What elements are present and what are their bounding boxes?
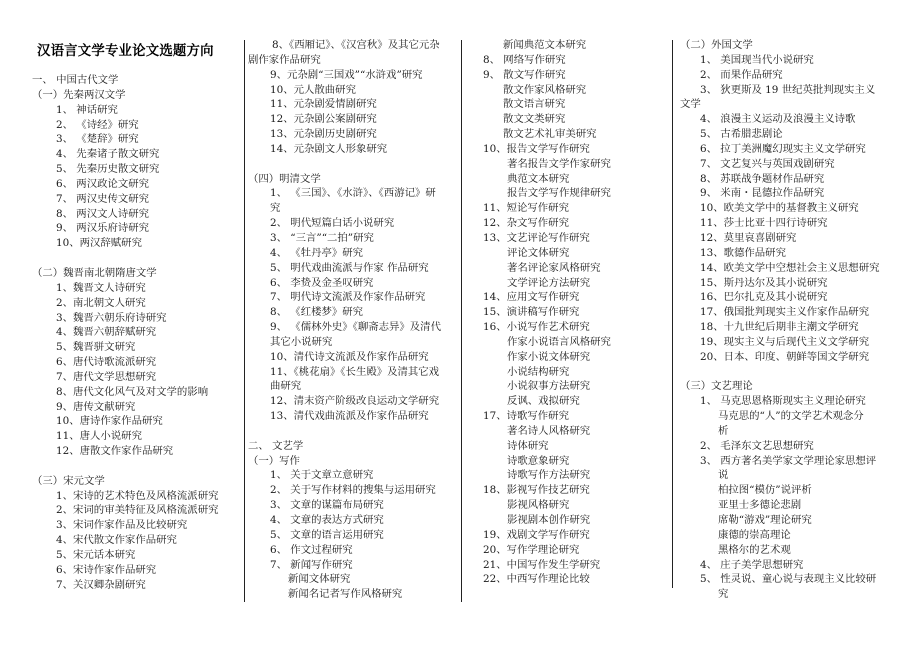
topic-line: 6、 两汉政论文研究 xyxy=(56,177,150,190)
topic-line: 二、 文艺学 xyxy=(248,439,304,452)
topic-line: 席勒“游戏”理论研究 xyxy=(718,514,812,526)
topic-line: 11、元杂剧爱情剧研究 xyxy=(270,98,377,111)
topic-line: 8、 《红楼梦》研究 xyxy=(270,306,364,319)
topic-line: 4、 《牡丹亭》研究 xyxy=(270,246,364,259)
column-ancient-literature xyxy=(32,73,218,593)
topic-line: 4、 先秦诸子散文研究 xyxy=(56,148,160,161)
topic-line: 19、现实主义与后现代主义文学研究 xyxy=(700,335,870,348)
topic-line: 9、元杂剧“三国戏”“水浒戏”研究 xyxy=(270,68,423,81)
topic-line: 剧作家作品研究 xyxy=(248,53,321,66)
topic-line: （二）魏晋南北朝隋唐文学 xyxy=(32,266,157,279)
topic-line: 13、歌德作品研究 xyxy=(700,246,786,259)
topic-line: 5、 性灵说、童心说与表现主义比较研 xyxy=(700,573,877,586)
topic-line: 11、《桃花扇》《长生殿》及清其它戏 xyxy=(270,365,440,378)
topic-line: 6、唐代诗歌流派研究 xyxy=(56,356,157,369)
blank-line xyxy=(680,365,879,380)
column-divider xyxy=(461,40,462,602)
topic-line: 诗歌写作方法研究 xyxy=(507,469,591,482)
topic-line: 新闻典范文本研究 xyxy=(503,39,587,51)
topic-line: 8、 网络写作研究 xyxy=(483,53,566,66)
topic-line: 4、 庄子美学思想研究 xyxy=(700,558,804,571)
topic-line: （四）明清文学 xyxy=(248,172,321,185)
blank-line xyxy=(248,424,441,439)
topic-line: 15、演讲稿写作研究 xyxy=(483,306,580,319)
column-ming-qing-and-writing xyxy=(248,38,441,602)
topic-line: 14、元杂剧文人形象研究 xyxy=(270,142,388,155)
topic-line: 5、 文章的语言运用研究 xyxy=(270,528,384,541)
topic-line: 新闻名记者写作风格研究 xyxy=(288,588,403,601)
topic-line: 6、 李贽及金圣叹研究 xyxy=(270,276,374,289)
topic-line: 诗体研究 xyxy=(507,439,549,452)
topic-line: （三）宋元文学 xyxy=(32,474,105,487)
topic-line: 究 xyxy=(718,588,729,601)
topic-line: 10、元人散曲研究 xyxy=(270,83,356,96)
topic-line: 8、唐代文化风气及对文学的影响 xyxy=(56,385,209,398)
topic-line: 3、 狄更斯及 19 世纪英批判现实主义 xyxy=(700,83,876,96)
topic-line: 7、关汉卿杂剧研究 xyxy=(56,578,146,591)
topic-line: （三）文艺理论 xyxy=(680,380,753,393)
topic-line: 散文语言研究 xyxy=(503,98,566,111)
topic-line: 著名评论家风格研究 xyxy=(507,261,601,274)
topic-line: （一）先秦两汉文学 xyxy=(32,88,126,101)
topic-line: 14、应用文写作研究 xyxy=(483,291,580,304)
topic-line: 散文作家风格研究 xyxy=(503,83,587,96)
topic-line: 11、莎士比亚十四行诗研究 xyxy=(700,217,828,230)
topic-line: 6、宋诗作家作品研究 xyxy=(56,563,157,576)
topic-line: 其它小说研究 xyxy=(270,335,333,348)
topic-line: 马克思的“人”的文学艺术观念分 xyxy=(718,410,864,423)
topic-line: 著名诗人风格研究 xyxy=(507,424,591,437)
topic-line: 17、俄国批判现实主义作家作品研究 xyxy=(700,306,870,319)
topic-line: 13、清代戏曲流派及作家作品研究 xyxy=(270,410,429,423)
topic-line: 5、 先秦历史散文研究 xyxy=(56,163,160,176)
topic-line: 1、 美国现当代小说研究 xyxy=(700,53,814,66)
topic-line: 8、 两汉文人诗研究 xyxy=(56,207,150,220)
topic-line: 18、十九世纪后期非主潮文学研究 xyxy=(700,321,859,334)
topic-line: 11、短论写作研究 xyxy=(483,202,569,215)
topic-line: 康德的崇高理论 xyxy=(718,528,791,541)
topic-line: 新闻文体研究 xyxy=(288,573,351,586)
topic-line: 5、 明代戏曲流派与作家 作品研究 xyxy=(270,261,429,274)
topic-line: 9、唐传文献研究 xyxy=(56,400,136,413)
topic-line: 3、 西方著名美学家文学理论家思想评 xyxy=(700,454,877,467)
topic-line: 3、 《楚辞》研究 xyxy=(56,133,139,146)
topic-line: 10、两汉辞赋研究 xyxy=(56,237,142,250)
topic-line: 9、 《儒林外史》《聊斋志异》及清代 xyxy=(270,321,441,334)
column-divider xyxy=(244,40,245,602)
topic-line: 析 xyxy=(718,424,729,437)
topic-line: 4、魏晋六朝辞赋研究 xyxy=(56,326,157,339)
topic-line: 22、中西写作理论比较 xyxy=(483,573,590,586)
topic-line: 7、 文艺复兴与英国戏剧研究 xyxy=(700,157,835,170)
topic-line: 1、 《三国》、《水浒》、《西游记》研 xyxy=(270,187,436,200)
topic-line: 12、杂文写作研究 xyxy=(483,217,569,230)
topic-line: 影视风格研究 xyxy=(507,499,570,512)
topic-line: 5、宋元话本研究 xyxy=(56,549,136,561)
column-foreign-literature-and-theory xyxy=(680,38,879,602)
topic-line: 2、 《诗经》研究 xyxy=(56,118,139,131)
topic-line: 2、 关于写作材料的搜集与运用研究 xyxy=(270,484,436,497)
blank-line xyxy=(248,157,441,172)
topic-line: 2、 明代短篇白话小说研究 xyxy=(270,217,395,230)
topic-line: 7、 新闻写作研究 xyxy=(270,558,353,571)
topic-line: 5、 古希腊悲剧论 xyxy=(700,128,783,141)
topic-line: 4、 浪漫主义运动及浪漫主义诗歌 xyxy=(700,113,856,126)
topic-line: 9、 米南・昆德拉作品研究 xyxy=(700,187,825,200)
topic-line: 12、唐散文作家作品研究 xyxy=(56,445,174,458)
document-title: 汉语言文学专业论文选题方向 xyxy=(37,44,214,59)
topic-line: 3、魏晋六朝乐府诗研究 xyxy=(56,311,167,324)
topic-line: 9、 散文写作研究 xyxy=(483,68,566,81)
topic-line: 作家小说语言风格研究 xyxy=(507,335,611,348)
blank-line xyxy=(32,251,218,266)
topic-line: 10、欧美文学中的基督教主义研究 xyxy=(700,202,859,215)
topic-line: 反讽、戏拟研究 xyxy=(507,395,580,408)
topic-line: 7、唐代文学思想研究 xyxy=(56,370,157,383)
topic-line: 14、欧美文学中空想社会主义思想研究 xyxy=(700,261,880,274)
topic-line: 文学 xyxy=(680,98,701,111)
topic-line: 2、 而果作品研究 xyxy=(700,68,783,81)
topic-line: 1、 马克思恩格斯现实主义理论研究 xyxy=(700,395,866,408)
topic-line: 13、元杂剧历史剧研究 xyxy=(270,128,377,141)
topic-line: 一、 中国古代文学 xyxy=(32,74,119,86)
topic-line: 1、 关于文章立意研究 xyxy=(270,469,374,482)
topic-line: 6、 拉丁美洲魔幻现实主义文学研究 xyxy=(700,142,866,155)
topic-line: 8、 苏联战争题材作品研究 xyxy=(700,172,825,185)
blank-line xyxy=(32,459,218,474)
topic-line: 黑格尔的艺术观 xyxy=(718,543,791,556)
topic-line: 8、《西厢记》、《汉宫秋》及其它元杂 xyxy=(272,39,440,51)
topic-line: 9、 两汉乐府诗研究 xyxy=(56,222,150,235)
topic-line: 小说叙事方法研究 xyxy=(507,380,591,393)
topic-line: 10、报告文学写作研究 xyxy=(483,142,590,155)
topic-line: 散文艺术礼审美研究 xyxy=(503,128,597,141)
topic-line: 4、 文章的表达方式研究 xyxy=(270,514,384,526)
topic-line: 1、 神话研究 xyxy=(56,103,118,116)
topic-line: 13、文艺评论写作研究 xyxy=(483,231,590,244)
topic-line: 究 xyxy=(270,202,281,215)
topic-line: 18、影视写作技艺研究 xyxy=(483,484,590,497)
topic-line: 4、宋代散文作家作品研究 xyxy=(56,534,177,547)
topic-line: 1、宋诗的艺术特色及风格流派研究 xyxy=(56,489,219,502)
topic-line: 3、宋词作家作品及比较研究 xyxy=(56,519,188,532)
topic-line: 诗歌意象研究 xyxy=(507,454,570,467)
topic-line: 小说结构研究 xyxy=(507,365,570,378)
topic-line: 20、日本、印度、朝鲜等国文学研究 xyxy=(700,350,870,363)
topic-line: 评论文体研究 xyxy=(507,246,570,259)
topic-line: 21、中国写作发生学研究 xyxy=(483,558,601,571)
topic-line: 10、清代诗文流派及作家作品研究 xyxy=(270,350,429,363)
topic-line: 7、 明代诗文流派及作家作品研究 xyxy=(270,291,426,304)
topic-line: 曲研究 xyxy=(270,380,302,393)
topic-line: 柏拉图“模仿”说评析 xyxy=(718,484,812,497)
topic-line: （一）写作 xyxy=(248,454,300,467)
topic-line: 20、写作学理论研究 xyxy=(483,543,580,556)
topic-line: 典范文本研究 xyxy=(507,172,570,185)
topic-line: 12、元杂剧公案剧研究 xyxy=(270,113,377,126)
topic-line: 3、 “三言”“二拍”研究 xyxy=(270,231,374,244)
topic-line: （二）外国文学 xyxy=(680,39,753,51)
topic-line: 2、宋词的审美特征及风格流派研究 xyxy=(56,504,219,517)
topic-line: 16、巴尔扎克及其小说研究 xyxy=(700,291,828,304)
topic-line: 2、 毛泽东文艺思想研究 xyxy=(700,439,814,452)
topic-line: 说 xyxy=(718,469,729,482)
topic-line: 17、诗歌写作研究 xyxy=(483,410,569,423)
topic-line: 7、 两汉史传文研究 xyxy=(56,192,150,205)
topic-line: 15、斯丹达尔及其小说研究 xyxy=(700,276,828,289)
topic-line: 作家小说文体研究 xyxy=(507,350,591,363)
topic-line: 5、魏晋骈文研究 xyxy=(56,341,136,354)
topic-line: 著名报告文学作家研究 xyxy=(507,157,611,170)
topic-line: 11、唐人小说研究 xyxy=(56,430,142,443)
topic-line: 10、唐诗作家作品研究 xyxy=(56,415,163,428)
topic-line: 12、清末资产阶级改良运动文学研究 xyxy=(270,395,440,408)
topic-line: 16、小说写作艺术研究 xyxy=(483,321,590,334)
topic-line: 影视剧本创作研究 xyxy=(507,514,591,526)
topic-line: 19、戏剧文学写作研究 xyxy=(483,528,590,541)
topic-line: 亚里士多德论悲剧 xyxy=(718,499,802,512)
topic-line: 文学评论方法研究 xyxy=(507,276,591,289)
topic-line: 12、莫里哀喜剧研究 xyxy=(700,231,797,244)
topic-line: 3、 文章的谋篇布局研究 xyxy=(270,499,384,512)
topic-line: 6、 作文过程研究 xyxy=(270,543,353,556)
topic-line: 2、南北朝文人研究 xyxy=(56,296,146,309)
column-writing-genres xyxy=(483,38,611,587)
column-divider xyxy=(672,40,673,588)
topic-line: 散文文类研究 xyxy=(503,113,566,126)
topic-line: 1、魏晋文人诗研究 xyxy=(56,281,146,294)
topic-line: 报告文学写作规律研究 xyxy=(507,187,611,200)
